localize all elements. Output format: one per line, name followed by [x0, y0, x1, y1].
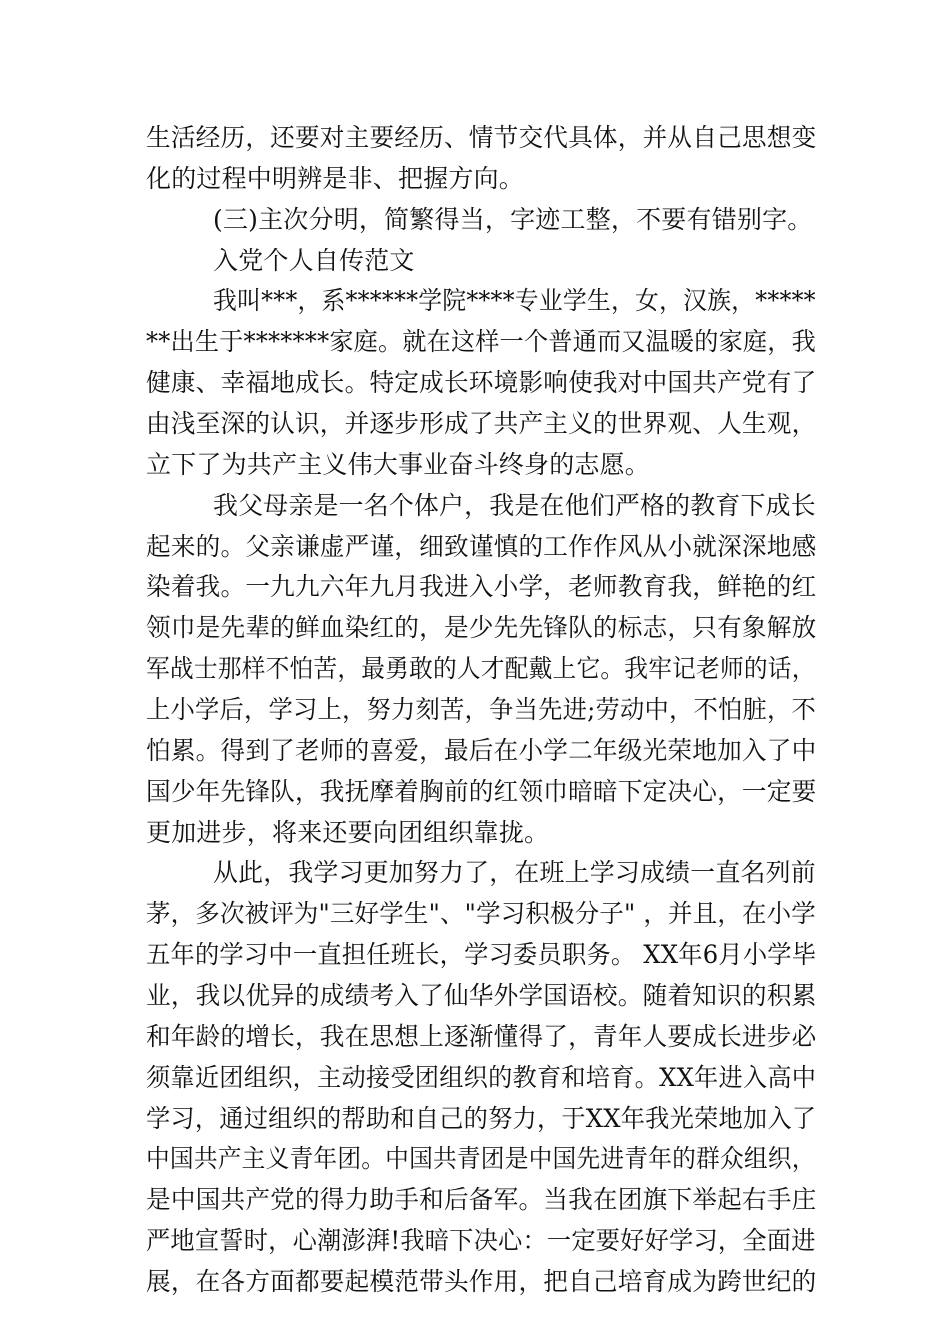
text-line: 是中国共产党的得力助手和后备军。当我在团旗下举起右手庄 [146, 1185, 817, 1214]
text-line: **出生于*******家庭。就在这样一个普通而又温暖的家庭，我 [146, 327, 816, 356]
text-line: 五年的学习中一直担任班长，学习委员职务。 XX年6月小学毕 [146, 940, 817, 969]
text-line: 领巾是先辈的鲜血染红的，是少先先锋队的标志，只有象解放 [146, 613, 817, 642]
text-line: 军战士那样不怕苦，最勇敢的人才配戴上它。我牢记老师的话， [146, 654, 816, 683]
text-line: 起来的。父亲谦虚严谨，细致谨慎的工作作风从小就深深地感 [146, 532, 817, 561]
text-line: 须靠近团组织，主动接受团组织的教育和培育。XX年进入高中 [146, 1063, 817, 1092]
text-line: 从此，我学习更加努力了，在班上学习成绩一直名列前 [213, 858, 816, 887]
text-line: 和年龄的增长，我在思想上逐渐懂得了，青年人要成长进步必 [146, 1022, 817, 1051]
text-line: 健康、幸福地成长。特定成长环境影响使我对中国共产党有了 [146, 368, 817, 397]
text-line: 业，我以优异的成绩考入了仙华外学国语校。随着知识的积累 [146, 981, 817, 1010]
text-line: 染着我。一九九六年九月我进入小学，老师教育我，鲜艳的红 [146, 572, 817, 601]
section-heading: 入党个人自传范文 [213, 246, 415, 275]
text-line: (三)主次分明，简繁得当，字迹工整，不要有错别字。 [213, 205, 813, 234]
text-line: 化的过程中明辨是非、把握方向。 [146, 164, 525, 193]
text-line: 更加进步，将来还要向团组织靠拢。 [146, 818, 550, 847]
text-line: 严地宣誓时，心潮澎湃!我暗下决心：一定要好好学习，全面进 [146, 1226, 816, 1255]
text-line: 生活经历，还要对主要经历、情节交代具体，并从自己思想变 [146, 123, 817, 152]
text-line: 中国共产主义青年团。中国共青团是中国先进青年的群众组织， [146, 1144, 816, 1173]
text-line: 展，在各方面都要起模范带头作用，把自己培育成为跨世纪的 [146, 1267, 817, 1296]
text-line: 怕累。得到了老师的喜爱，最后在小学二年级光荣地加入了中 [146, 736, 817, 765]
text-line: 学习，通过组织的帮助和自己的努力，于XX年我光荣地加入了 [146, 1104, 817, 1133]
text-line: 茅，多次被评为"三好学生"、"学习积极分子" ，并且，在小学 [146, 899, 816, 928]
text-line: 上小学后，学习上，努力刻苦，争当先进;劳动中，不怕脏，不 [146, 695, 817, 724]
text-line: 由浅至深的认识，并逐步形成了共产主义的世界观、人生观， [146, 409, 817, 438]
text-line: 我父母亲是一名个体户，我是在他们严格的教育下成长 [213, 491, 816, 520]
text-line: 立下了为共产主义伟大事业奋斗终身的志愿。 [146, 450, 651, 479]
text-line: 我叫***，系******学院****专业学生，女，汉族，***** [213, 286, 816, 315]
text-line: 国少年先锋队，我抚摩着胸前的红领巾暗暗下定决心，一定要 [146, 777, 817, 806]
